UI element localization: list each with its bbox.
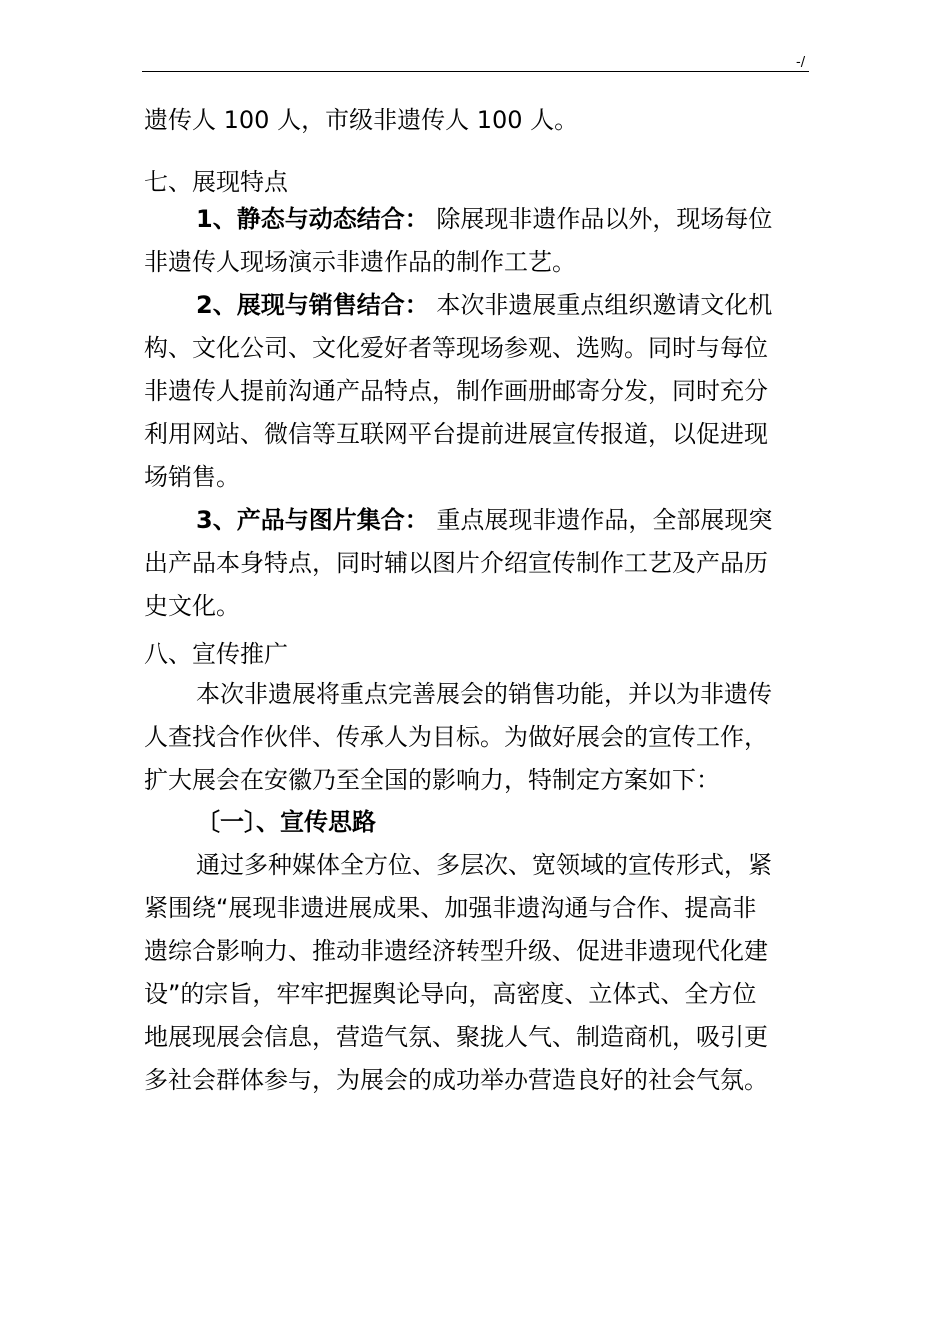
header-page-mark: -/ bbox=[796, 55, 806, 70]
text-line: 地展现展会信息，营造气氛、聚拢人气、制造商机，吸引更 bbox=[144, 1023, 768, 1051]
subheading-1: 〔一〕、宣传思路 bbox=[196, 808, 376, 836]
point-3-label: 3、产品与图片集合： bbox=[196, 506, 429, 534]
point-2-line bbox=[196, 289, 950, 321]
point-1-text: 除展现非遗作品以外，现场每位 bbox=[428, 205, 773, 233]
text-line: 非遗传人现场演示非遗作品的制作工艺。 bbox=[144, 248, 576, 276]
section-heading-7: 七、展现特点 bbox=[144, 168, 288, 196]
text-line: 遗综合影响力、推动非遗经济转型升级、促进非遗现代化建 bbox=[144, 937, 768, 965]
text-line: 非遗传人提前沟通产品特点，制作画册邮寄分发，同时充分 bbox=[144, 377, 768, 405]
point-2-label: 2、展现与销售结合： bbox=[196, 291, 429, 319]
point-2-text: 本次非遗展重点组织邀请文化机 bbox=[428, 291, 773, 319]
point-3-line bbox=[196, 504, 950, 536]
text-line: 场销售。 bbox=[144, 463, 240, 491]
point-3-text: 重点展现非遗作品，全部展现突 bbox=[428, 506, 773, 534]
text-line: 出产品本身特点，同时辅以图片介绍宣传制作工艺及产品历 bbox=[144, 549, 768, 577]
text-line: 本次非遗展将重点完善展会的销售功能，并以为非遗传 bbox=[196, 680, 772, 708]
text-line: 通过多种媒体全方位、多层次、宽领域的宣传形式，紧 bbox=[196, 851, 772, 879]
text-line: 史文化。 bbox=[144, 592, 240, 620]
text-line: 构、文化公司、文化爱好者等现场参观、选购。同时与每位 bbox=[144, 334, 768, 362]
text-line: 扩大展会在安徽乃至全国的影响力，特制定方案如下： bbox=[144, 766, 720, 794]
text-line: 紧围绕“展现非遗进展成果、加强非遗沟通与合作、提高非 bbox=[144, 894, 757, 922]
text-line: 利用网站、微信等互联网平台提前进展宣传报道，以促进现 bbox=[144, 420, 768, 448]
text-line: 设”的宗旨，牢牢把握舆论导向，高密度、立体式、全方位 bbox=[144, 980, 757, 1008]
text-line: 多社会群体参与，为展会的成功举办营造良好的社会气氛。 bbox=[144, 1066, 768, 1094]
header-rule bbox=[142, 71, 809, 72]
section-heading-8: 八、宣传推广 bbox=[144, 640, 288, 668]
text-line: 遗传人 100 人，市级非遗传人 100 人。 bbox=[144, 106, 579, 134]
point-1-line bbox=[196, 203, 950, 235]
text-line: 人查找合作伙伴、传承人为目标。为做好展会的宣传工作， bbox=[144, 723, 768, 751]
point-1-label: 1、静态与动态结合： bbox=[196, 205, 429, 233]
